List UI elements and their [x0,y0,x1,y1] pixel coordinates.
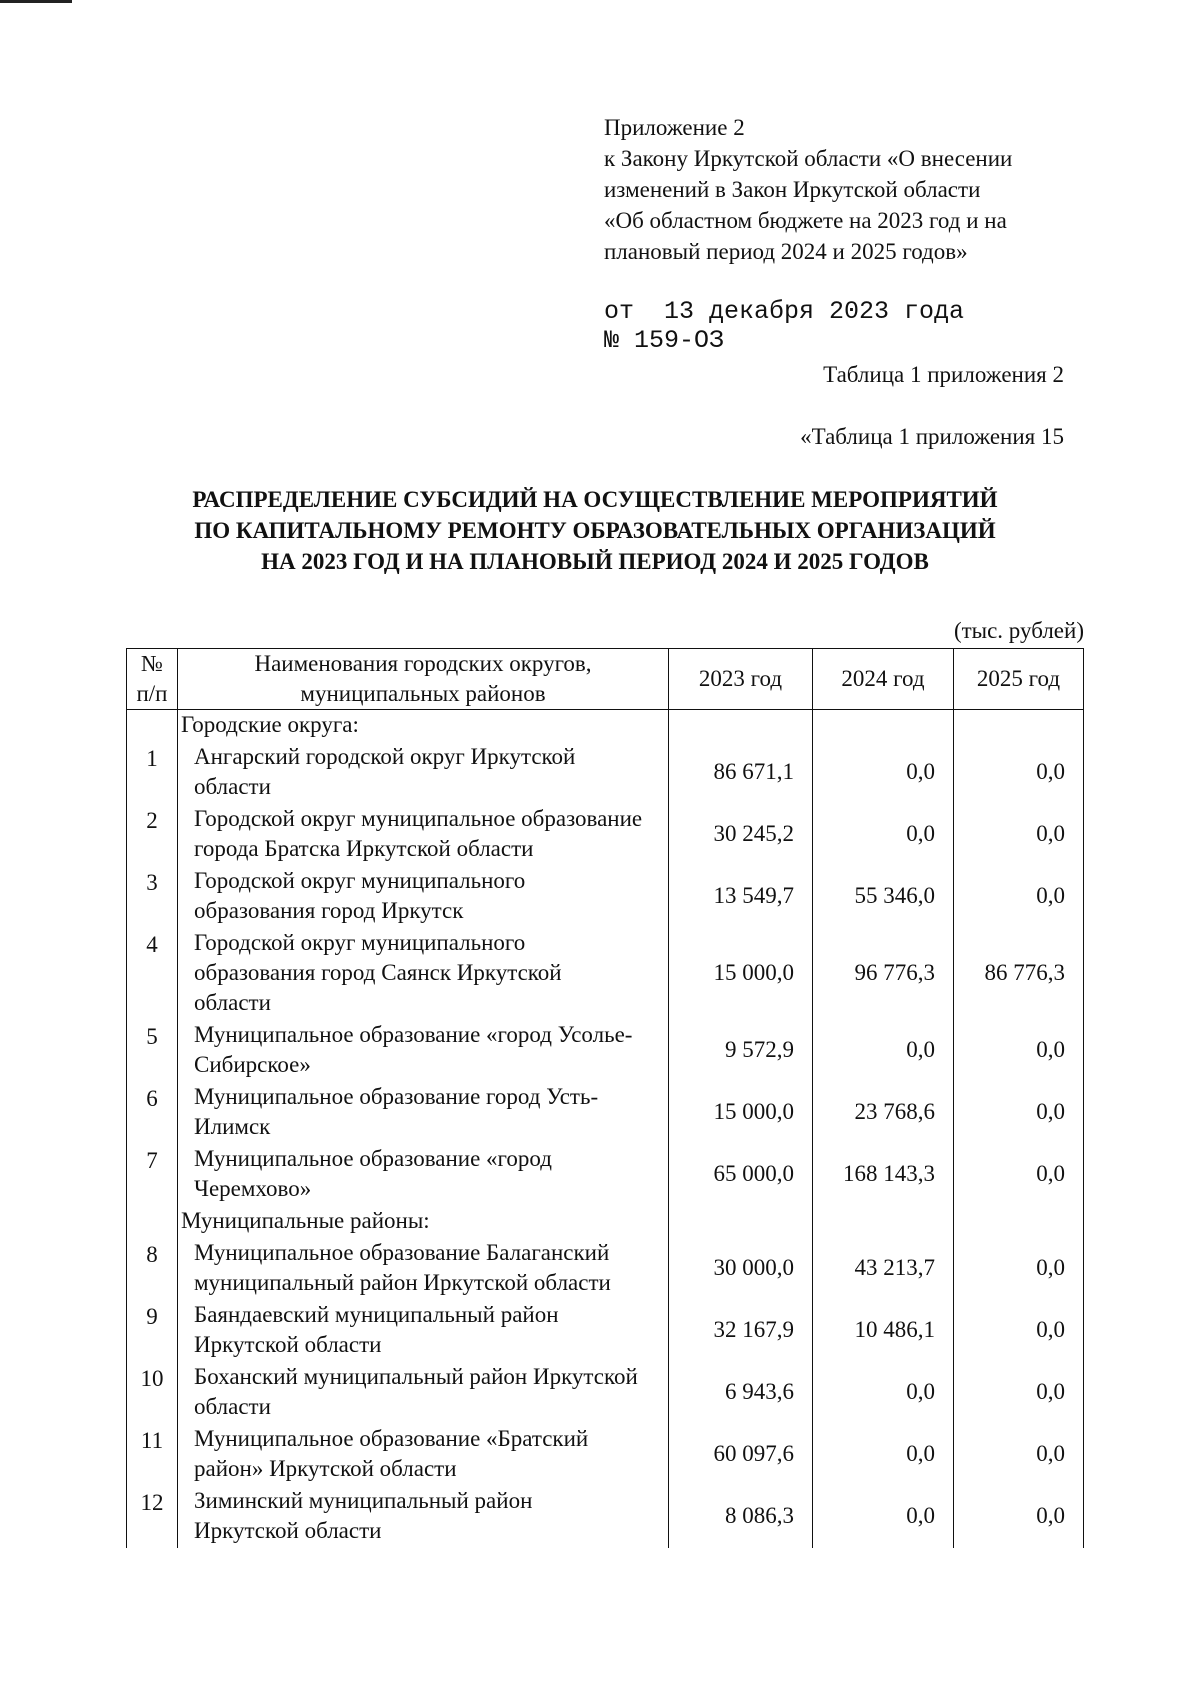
table-row [127,1020,1084,1082]
units-label: (тыс. рублей) [953,618,1084,643]
header-name-line: Наименования городских округов, [254,651,592,676]
row-num: 12 [127,1486,178,1548]
stamp-number: № 159-ОЗ [604,326,725,355]
value-2024: 0,0 [813,1020,954,1082]
value-2024: 0,0 [813,1424,954,1486]
row-num: 2 [127,804,178,866]
group-row-urban [127,710,1084,743]
value-2024: 23 768,6 [813,1082,954,1144]
value-2025: 0,0 [954,1424,1084,1486]
value-2023: 6 943,6 [669,1362,813,1424]
subsidy-table [126,648,1084,1548]
row-num: 6 [127,1082,178,1144]
title-line: НА 2023 ГОД И НА ПЛАНОВЫЙ ПЕРИОД 2024 И 2025 ГОДОВ [261,549,929,574]
value-2024: 0,0 [813,1486,954,1548]
value-2024: 43 213,7 [813,1238,954,1300]
scan-edge-mark [0,0,72,3]
document-title [130,484,1060,577]
value-2023: 15 000,0 [669,928,813,1020]
value-2024: 0,0 [813,804,954,866]
header-num [127,649,178,710]
stamp-date: от 13 декабря 2023 года [604,297,965,326]
group-label-urban: Городские округа: [178,710,669,743]
row-name: Муниципальное образование «Братский район» Иркутской области [178,1424,669,1486]
value-2025: 0,0 [954,1300,1084,1362]
table-row [127,1238,1084,1300]
value-2023: 65 000,0 [669,1144,813,1206]
table-reference: Таблица 1 приложения 2 [823,362,1064,387]
appendix-line: изменений в Закон Иркутской области [604,177,981,202]
row-name: Городской округ муниципальное образование города Братска Иркутской области [178,804,669,866]
row-name: Муниципальное образование город Усть- Илимск [178,1082,669,1144]
row-name: Муниципальное образование «город Усолье- Сибирское» [178,1020,669,1082]
row-name: Баяндаевский муниципальный район Иркутской области [178,1300,669,1362]
row-name: Боханский муниципальный район Иркутской области [178,1362,669,1424]
value-2023: 13 549,7 [669,866,813,928]
row-name: Ангарский городской округ Иркутской области [178,742,669,804]
table-row [127,1144,1084,1206]
row-name: Городской округ муниципального образования город Саянск Иркутской области [178,928,669,1020]
group-label-districts: Муниципальные районы: [178,1206,669,1238]
value-2024: 0,0 [813,742,954,804]
value-2025: 0,0 [954,1020,1084,1082]
header-num-line: п/п [136,681,168,706]
table-header-row [127,649,1084,710]
row-num: 5 [127,1020,178,1082]
header-2023: 2023 год [669,649,813,710]
value-2023: 60 097,6 [669,1424,813,1486]
appendix-line: к Закону Иркутской области «О внесении [604,146,1013,171]
value-2023: 30 000,0 [669,1238,813,1300]
value-2023: 32 167,9 [669,1300,813,1362]
row-name: Зиминский муниципальный район Иркутской области [178,1486,669,1548]
table-row [127,1362,1084,1424]
value-2025: 0,0 [954,1486,1084,1548]
row-num: 3 [127,866,178,928]
appendix-line: плановый период 2024 и 2025 годов» [604,239,968,264]
row-name: Муниципальное образование Балаганский муниципальный район Иркутской области [178,1238,669,1300]
row-num: 7 [127,1144,178,1206]
header-2025: 2025 год [954,649,1084,710]
title-line: РАСПРЕДЕЛЕНИЕ СУБСИДИЙ НА ОСУЩЕСТВЛЕНИЕ МЕРОПРИЯТИЙ [192,487,998,512]
header-2024: 2024 год [813,649,954,710]
value-2024: 0,0 [813,1362,954,1424]
group-row-districts [127,1206,1084,1238]
value-2025: 0,0 [954,1362,1084,1424]
value-2025: 86 776,3 [954,928,1084,1020]
appendix-block [604,112,1064,267]
header-name-line: муниципальных районов [300,681,546,706]
table-row [127,866,1084,928]
value-2024: 10 486,1 [813,1300,954,1362]
appendix-line: Приложение 2 [604,115,745,140]
row-name: Муниципальное образование «город Черемхово» [178,1144,669,1206]
value-2025: 0,0 [954,866,1084,928]
law-date-stamp [604,297,964,355]
table-reference-old: «Таблица 1 приложения 15 [800,424,1064,449]
table-row [127,742,1084,804]
value-2024: 55 346,0 [813,866,954,928]
row-name: Городской округ муниципального образования город Иркутск [178,866,669,928]
table-row [127,1082,1084,1144]
value-2023: 86 671,1 [669,742,813,804]
table-row [127,804,1084,866]
row-num: 8 [127,1238,178,1300]
table-row [127,1424,1084,1486]
header-num-line: № [141,651,163,676]
value-2023: 15 000,0 [669,1082,813,1144]
title-line: ПО КАПИТАЛЬНОМУ РЕМОНТУ ОБРАЗОВАТЕЛЬНЫХ ОРГАНИЗАЦИЙ [194,518,996,543]
value-2024: 96 776,3 [813,928,954,1020]
row-num: 1 [127,742,178,804]
value-2023: 9 572,9 [669,1020,813,1082]
value-2025: 0,0 [954,1238,1084,1300]
value-2025: 0,0 [954,804,1084,866]
value-2025: 0,0 [954,742,1084,804]
row-num: 11 [127,1424,178,1486]
value-2025: 0,0 [954,1082,1084,1144]
header-name [178,649,669,710]
row-num: 9 [127,1300,178,1362]
value-2025: 0,0 [954,1144,1084,1206]
row-num: 10 [127,1362,178,1424]
value-2024: 168 143,3 [813,1144,954,1206]
table-row [127,1486,1084,1548]
value-2023: 30 245,2 [669,804,813,866]
table-row [127,928,1084,1020]
appendix-line: «Об областном бюджете на 2023 год и на [604,208,1007,233]
row-num: 4 [127,928,178,1020]
value-2023: 8 086,3 [669,1486,813,1548]
table-row [127,1300,1084,1362]
